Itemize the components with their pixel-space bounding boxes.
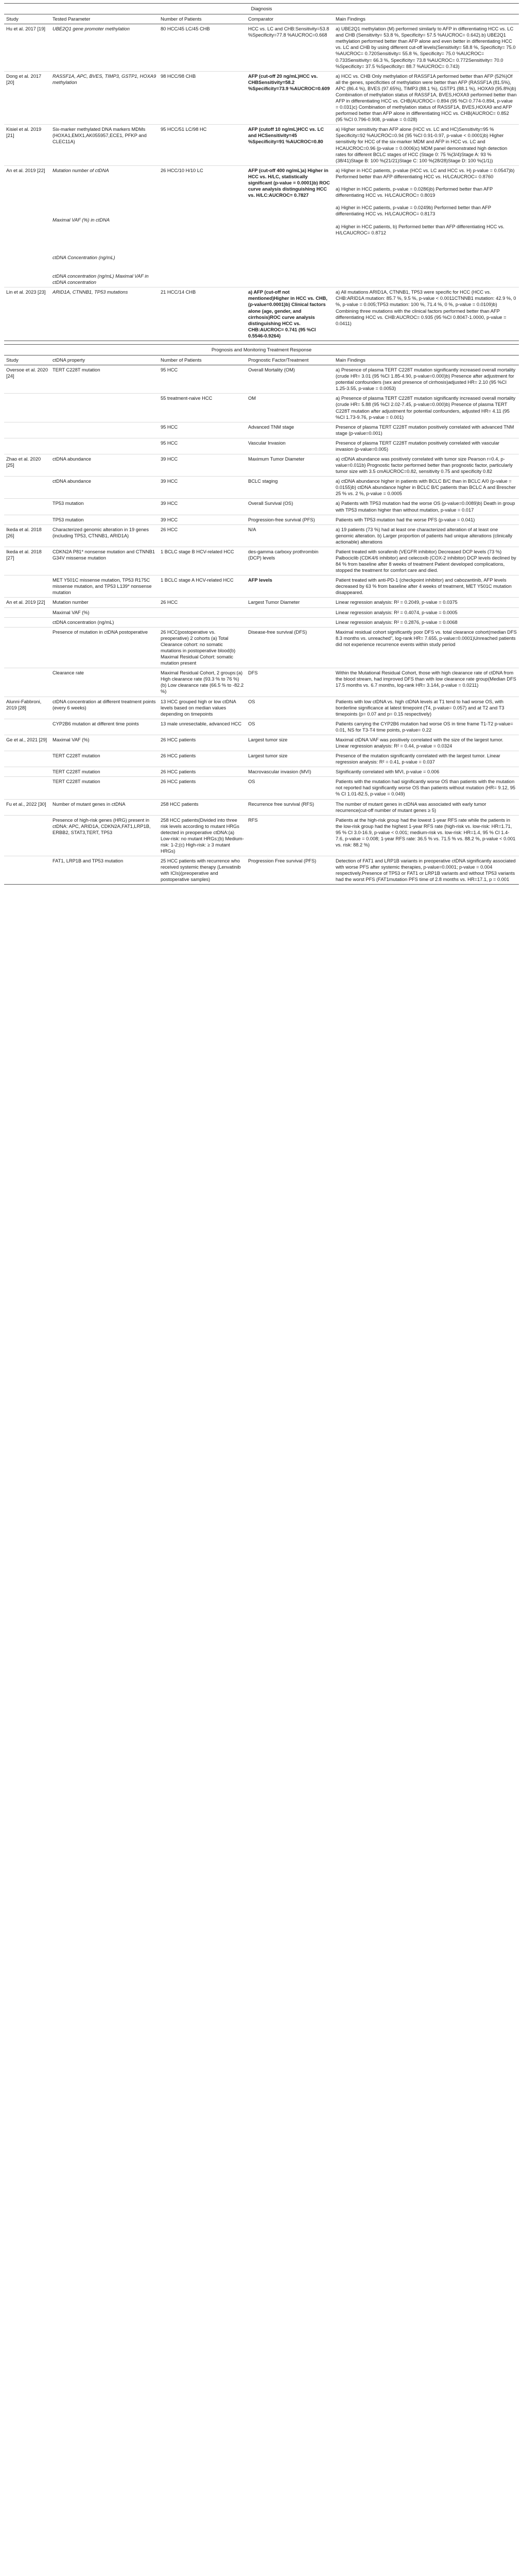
- study-cell: [4, 617, 50, 627]
- patients-cell: 39 HCC: [159, 477, 246, 499]
- comparator-cell: [246, 607, 334, 617]
- comparator-cell: Advanced TNM stage: [246, 422, 334, 438]
- column-header-row: [4, 355, 519, 365]
- findings-cell: Patient treated with anti-PD-1 (checkpoint inhibitor) and cabozantinib, AFP levels decreased by 63 % from baseline after 4 weeks of treatment, MET Y501C mutation disappeared.: [334, 575, 519, 598]
- findings-cell: Patients with TP53 mutation had the worse PFS (p-value = 0.041): [334, 515, 519, 524]
- parameter-cell: UBE2Q1 gene promoter methylation: [50, 24, 159, 72]
- table-row: [4, 477, 519, 499]
- findings-cell: The number of mutant genes in ctDNA was associated with early tumor recurrence(cut-off number of mutant genes ≥ 5): [334, 799, 519, 815]
- study-cell: [4, 394, 50, 422]
- findings-cell: Patients at the high-risk group had the lowest 1-year RFS rate while the patients in the low-risk group had the highest 1-year RFS rate (high-risk vs. low-risk: HR=1.71, 95 % CI 3.0-16.9, p-value < 0.001; medium-risk vs. low-risk: HR=1.4, 95 % CI 1.4-7.6, p-value = 0.008; 1-year RFS rate: 36.5 % vs. 71.5 % vs. 88.2 %, p-value < 0.001 vs. risk: 88.2 %): [334, 815, 519, 856]
- table-row: [4, 617, 519, 627]
- study-cell: Oversoe et al. 2020 [24]: [4, 365, 50, 394]
- table-row: [4, 598, 519, 607]
- study-cell: [4, 575, 50, 598]
- comparator-cell: Largest tumor size: [246, 751, 334, 767]
- table-row: [4, 454, 519, 477]
- study-cell: An et al. 2019 [22]: [4, 598, 50, 607]
- section-title: Prognosis and Monitoring Treatment Response: [4, 344, 519, 355]
- parameter-cell: [50, 422, 159, 438]
- study-cell: [4, 856, 50, 885]
- study-cell: [4, 751, 50, 767]
- col-header-patients: Number of Patients: [159, 14, 246, 24]
- review-table: [4, 3, 519, 885]
- study-cell: [4, 422, 50, 438]
- comparator-cell: Progression-free survival (PFS): [246, 515, 334, 524]
- table-row: [4, 575, 519, 598]
- patients-cell: 95 HCC: [159, 438, 246, 454]
- findings-cell: a) Higher in HCC patients, p-value (HCC vs. LC and HCC vs. H) p-value = 0.0547)b) Performed better than AFP differentiating HCC vs. H/LCAUCROC= 0.8760 a) Higher in HCC patients, p-value = 0.0286)b) Performed better than AFP differentiating HCC vs. H/LCAUCROC= 0.8019 a) Higher in HCC patients, p-value = 0.0249b) Performed better than AFP differentiating HCC vs. H/LCAUCROC= 0.8173 a) Higher in HCC patients, b) Performed better than AFP differentiating HCC vs. H/LCAUCROC= 0.8712: [334, 165, 519, 287]
- table-row: [4, 856, 519, 885]
- parameter-cell: CYP2B6 mutation at different time points: [50, 719, 159, 735]
- table-row: [4, 607, 519, 617]
- findings-cell: a) Presence of plasma TERT C228T mutation significantly increased overall mortality (crude HR= 3.01 (95 %CI 1.85-4.90, p-value=0.000)b) Presence after adjustment for potential confounders (sex and presence of cirrhosis)adjusted HR= 2.10 (95 %CI 1.25-3.55, p-value = 0.0053): [334, 365, 519, 394]
- findings-cell: a) UBE2Q1 methylation (M) performed similarly to AFP in differentiating HCC vs. LC and CHB (Sensitivity= 53.8 %, Specificity= 57.5 %AUCROC= 0.642).b) UBE2Q1 methylation performed better than AFP alone and even better in differentiating HCC vs. LC and CHB by using different cut-off levels(Sensitivity= 58.8 %, Specificity= 75.0 %AUCROC= 0.720Sensitivity= 55.8 %, Specificity= 75.0 %AUCROC= 0.733Sensitivity= 66.3 %, Specificity= 73.8 %AUCROC= 0.772Sensitivity= 70.0 %Specificity= 37.5 %Specificity= 88.7 %AUCROC= 0.743): [334, 24, 519, 72]
- parameter-cell: Mutation number: [50, 598, 159, 607]
- study-cell: Alunni-Fabbroni, 2019 [28]: [4, 697, 50, 719]
- section-header-diagnosis: [4, 4, 519, 14]
- comparator-cell: Overall Mortality (OM): [246, 365, 334, 394]
- section-header-prognosis: [4, 344, 519, 355]
- parameter-cell: RASSF1A, APC, BVES, TIMP3, GSTP1, HOXA9 methylation: [50, 71, 159, 125]
- findings-cell: Linear regression analysis: R² = 0.2876, p-value = 0.0068: [334, 617, 519, 627]
- comparator-cell: AFP (cutoff 10 ng/mL)HCC vs. LC and HCSensitivity=45 %Specificity=91 %AUCROC=0.80: [246, 125, 334, 165]
- study-cell: [4, 438, 50, 454]
- document-page: [0, 0, 523, 895]
- table-row: [4, 751, 519, 767]
- comparator-cell: Largest tumor size: [246, 735, 334, 751]
- parameter-cell: Six-marker methylated DNA markers MDMs (HOXA1,EMX1,AK055957,ECE1, PFKP and CLEC11A): [50, 125, 159, 165]
- patients-cell: 26 HCC: [159, 524, 246, 547]
- table-row: [4, 24, 519, 72]
- study-cell: [4, 477, 50, 499]
- comparator-cell: a) AFP (cut-off not mentioned)Higher in HCC vs. CHB, (p-value=0.0001)b) Clinical factors alone (age, gender, and cirrhosis)ROC curve analysis distinguishing HCC vs. CHB:AUCROC= 0.741 (95 %CI 0.5546-0.9264): [246, 287, 334, 341]
- comparator-cell: OM: [246, 394, 334, 422]
- study-cell: Dong et al. 2017 [20]: [4, 71, 50, 125]
- study-cell: [4, 515, 50, 524]
- table-row: [4, 499, 519, 515]
- findings-cell: Within the Mutational Residual Cohort, those with high clearance rate of ctDNA from the blood stream, had improved DFS than with low clearance rate group(Median DFS 17.5 months vs. 6.7 months, log-rank HR= 3.144, p-value = 0.0211): [334, 668, 519, 697]
- findings-cell: Presence of the mutation significantly correlated with the largest tumor. Linear regression analysis: R² = 0.41, p-value = 0.037: [334, 751, 519, 767]
- patients-cell: 1 BCLC stage A HCV-related HCC: [159, 575, 246, 598]
- study-cell: An et al. 2019 [22]: [4, 165, 50, 287]
- patients-cell: 95 HCC: [159, 365, 246, 394]
- parameter-cell: FAT1, LRP1B and TP53 mutation: [50, 856, 159, 885]
- findings-cell: Patient treated with sorafenib (VEGFR inhibitor) Decreased DCP levels (73 %) Palbociclib (CDK4/6 inhibitor) and celecoxib (COX-2 inhibitor) DCP levels declined by 84 % from baseline after 8 weeks of treatment Patient developed complications, stopped the treatment for comfort care and died.: [334, 547, 519, 575]
- table-row: [4, 438, 519, 454]
- study-cell: [4, 767, 50, 777]
- parameter-cell: ctDNA concentration (ng/mL): [50, 617, 159, 627]
- comparator-cell: Disease-free survival (DFS): [246, 627, 334, 668]
- section-title: Diagnosis: [4, 4, 519, 14]
- findings-cell: a) All mutations ARID1A, CTNNB1, TP53 were specific for HCC (HCC vs. CHB:ARID1A mutation: 85.7 %, 9.5 %, p-value < 0.0011CTNNB1 mutation: 42.9 %, 0 %, p-value = 0.005;TP53 mutation: 100 %, 71.4 %, 0 %, p-value = 0.0109)b) Combining three mutations with the clinical factors performed better than AFP differentiating HCC vs. CHB:AUCROC= 0.935 (95 %CI 0.8047-1.0000, p-value = 0.0411): [334, 287, 519, 341]
- comparator-cell: OS: [246, 777, 334, 799]
- patients-cell: 80 HCC/45 LC/45 CHB: [159, 24, 246, 72]
- col-header-patients: Number of Patients: [159, 355, 246, 365]
- table-row: [4, 777, 519, 799]
- table-row: [4, 515, 519, 524]
- parameter-cell: [50, 438, 159, 454]
- study-cell: Ge et al., 2021 [29]: [4, 735, 50, 751]
- parameter-cell: TP53 mutation: [50, 499, 159, 515]
- findings-cell: a) 19 patients (73 %) had at least one characterized alteration of at least one genomic alteration. b) Larger proportion of patients had unique alterations (clinically actionable) alterations: [334, 524, 519, 547]
- study-cell: [4, 777, 50, 799]
- patients-cell: 258 HCC patients(Divided into three risk levels according to mutant HRGs detected in preoperative ctDNA:(a) Low-risk: no mutant HRGs;(b) Medium-risk: 1-2;(c) High-risk: ≥ 3 mutant HRGs): [159, 815, 246, 856]
- patients-cell: 13 male unresectable, advanced HCC: [159, 719, 246, 735]
- patients-cell: 26 HCC patients: [159, 777, 246, 799]
- patients-cell: 39 HCC: [159, 499, 246, 515]
- findings-cell: Maximal residual cohort significantly poor DFS vs. total clearance cohort(median DFS 8.3 months vs. unreached", log-rank HR= 7.655, p-value=0.0001)Unreached patients did not experience recurrence events within study period: [334, 627, 519, 668]
- table-row: [4, 697, 519, 719]
- parameter-cell: ctDNA abundance: [50, 454, 159, 477]
- parameter-cell: MET Y501C missense mutation, TP53 R175C missense mutation, and TP53 L139* nonsense mutation: [50, 575, 159, 598]
- col-header-ctdna-property: ctDNA property: [50, 355, 159, 365]
- prognosis-section: [4, 344, 519, 885]
- patients-cell: 39 HCC: [159, 515, 246, 524]
- comparator-cell: AFP levels: [246, 575, 334, 598]
- findings-cell: Detection of FAT1 and LRP1B variants in preoperative ctDNA significantly associated with worse PFS after systemic therapies, p-value=0.0001; p-value = 0.004 respectively.Presence of TP53 or FAT1 or LRP1B variants and without TP53 variants had the worst PFS (FAT1mutation PFS time of 2.8 months vs. HR=17.1, p = 0.001: [334, 856, 519, 885]
- table-row: [4, 125, 519, 165]
- comparator-cell: Progression Free survival (PFS): [246, 856, 334, 885]
- parameter-cell: Presence of mutation in ctDNA postoperative: [50, 627, 159, 668]
- patients-cell: 95 HCC/51 LC/98 HC: [159, 125, 246, 165]
- parameter-cell: CDKN2A P81* nonsense mutation and CTNNB1 G34V missense mutation: [50, 547, 159, 575]
- table-row: [4, 815, 519, 856]
- parameter-cell: Characterized genomic alteration in 19 genes (including TP53, CTNNB1, ARID1A): [50, 524, 159, 547]
- comparator-cell: OS: [246, 697, 334, 719]
- col-header-findings: Main Findings: [334, 14, 519, 24]
- patients-cell: [159, 617, 246, 627]
- comparator-cell: Overall Survival (OS): [246, 499, 334, 515]
- comparator-cell: des-gamma carboxy prothrombin (DCP) levels: [246, 547, 334, 575]
- patients-cell: 1 BCLC stage B HCV-related HCC: [159, 547, 246, 575]
- patients-cell: 55 treatment-naive HCC: [159, 394, 246, 422]
- findings-cell: Presence of plasma TERT C228T mutation positively correlated with vascular invasion (p-value=0.005): [334, 438, 519, 454]
- comparator-cell: DFS: [246, 668, 334, 697]
- parameter-cell: [50, 394, 159, 422]
- col-header-study: Study: [4, 14, 50, 24]
- parameter-cell: TERT C228T mutation: [50, 777, 159, 799]
- comparator-cell: BCLC staging: [246, 477, 334, 499]
- study-cell: [4, 815, 50, 856]
- study-cell: Lin et al. 2023 [23]: [4, 287, 50, 341]
- parameter-cell: TERT C228T mutation: [50, 767, 159, 777]
- parameter-cell: Clearance rate: [50, 668, 159, 697]
- comparator-cell: Recurrence free survival (RFS): [246, 799, 334, 815]
- study-cell: [4, 668, 50, 697]
- study-cell: Ikeda et al. 2018 [26]: [4, 524, 50, 547]
- parameter-cell: Presence of high-risk genes (HRG) present in ctDNA: APC, ARID1A, CDKN2A,FAT1,LRP1B, ERBB2, STAT3,TERT, TP53: [50, 815, 159, 856]
- comparator-cell: Vascular Invasion: [246, 438, 334, 454]
- study-cell: [4, 627, 50, 668]
- table-row: [4, 547, 519, 575]
- parameter-cell: TERT C228T mutation: [50, 751, 159, 767]
- patients-cell: 21 HCC/14 CHB: [159, 287, 246, 341]
- comparator-cell: Maximum Tumor Diameter: [246, 454, 334, 477]
- comparator-cell: AFP (cut-off 400 ng/mL)a) Higher in HCC vs. H/LC, statistically significant (p-value = 0.0001)b) ROC curve analysis distinguishing HCC vs. H/LC:AUCROC= 0.7827: [246, 165, 334, 287]
- patients-cell: Maximal Residual Cohort, 2 groups:(a) High clearance rate (93.3 % to 76 %)(b) Low clearance rate (66.5 % to -82.2 %): [159, 668, 246, 697]
- findings-cell: Patients carrying the CYP2B6 mutation had worse OS in time frame T1-T2 p-value= 0.01, NS for T3-T4 time points, p-value= 0.22: [334, 719, 519, 735]
- findings-cell: a) Presence of plasma TERT C228T mutation significantly increased overall mortality (crude HR= 5.88 (95 %CI 2.02-7.45, p-value=0.000)b) Presence of plasma TERT C228T mutation after adjustment for potential confounders, adjusted HR= 4.11 (95 %CI 1.73-9.76, p-value = 0.001): [334, 394, 519, 422]
- findings-cell: a) Patients with TP53 mutation had the worse OS (p-value=0.0089)b) Death in group with TP53 mutation higher than without mutation, p-value = 0.017: [334, 499, 519, 515]
- comparator-cell: Largest Tumor Diameter: [246, 598, 334, 607]
- parameter-cell: ctDNA concentration at different treatment points (every 6 weeks): [50, 697, 159, 719]
- comparator-cell: RFS: [246, 815, 334, 856]
- table-row: [4, 394, 519, 422]
- findings-cell: Presence of plasma TERT C228T mutation positively correlated with advanced TNM stage (p-value=0.001): [334, 422, 519, 438]
- table-row: [4, 668, 519, 697]
- findings-cell: Linear regression analysis: R² = 0.2049, p-value = 0.0375: [334, 598, 519, 607]
- study-cell: [4, 719, 50, 735]
- study-cell: [4, 607, 50, 617]
- findings-cell: a) HCC vs. CHB Only methylation of RASSF1A performed better than AFP (52%)Of all the genes, specificities of methylation were better than AFP (RASSF1A (81.5%), APC (86.4 %), BVES (97.65%), TIMP3 (88.1 %), GSTP1 (88.1 %), HOXA9 (95.8%)b) Combination of methylation status of RASSF1A, BVES,HOXA9 performed better than AFP in differentiating HCC vs. CHB(AUCROC= 0.894 (95 %CI 0.774-0.894, p-value = 0.031)c) Combination of methylation status of RASSF1A, BVES,HOXA9 and AFP performed better than AFP alone in differentiating HCC vs. CHB(AUCROC= 0.852 (95 %CI 0.796-0.908, p-value = 0.028): [334, 71, 519, 125]
- patients-cell: [159, 607, 246, 617]
- diagnosis-section: [4, 4, 519, 341]
- findings-cell: Patients with low ctDNA vs. high ctDNA levels at T1 tend to had worse OS, with borderline significance at latest timepoint (T4, p-value= 0.057) and at T2 and T3 timepoints (p= 0.07 and p= 0.15 respectively): [334, 697, 519, 719]
- parameter-cell: TERT C228T mutation: [50, 365, 159, 394]
- table-row: [4, 165, 519, 287]
- table-row: [4, 735, 519, 751]
- col-header-findings: Main Findings: [334, 355, 519, 365]
- parameter-cell: Maximal VAF (%): [50, 735, 159, 751]
- table-row: [4, 287, 519, 341]
- parameter-cell: ARID1A, CTNNB1, TP53 mutations: [50, 287, 159, 341]
- parameter-cell: TP53 mutation: [50, 515, 159, 524]
- study-cell: Kisiel et al. 2019 [21]: [4, 125, 50, 165]
- col-header-prognostic-factor: Prognostic Factor/Treatment: [246, 355, 334, 365]
- patients-cell: 95 HCC: [159, 422, 246, 438]
- table-row: [4, 627, 519, 668]
- column-header-row: [4, 14, 519, 24]
- col-header-study: Study: [4, 355, 50, 365]
- findings-cell: Linear regression analysis: R² = 0.4074, p-value = 0.0005: [334, 607, 519, 617]
- comparator-cell: Macrovascular invasion (MVI): [246, 767, 334, 777]
- table-row: [4, 422, 519, 438]
- findings-cell: Maximal ctDNA VAF was positively correlated with the size of the largest tumor. Linear regression analysis: R² = 0.44, p-value = 0.0324: [334, 735, 519, 751]
- parameter-cell: Mutation number of ctDNA Maximal VAF (%) in ctDNA ctDNA Concentration (ng/mL) ctDNA concentration (ng/mL) Maximal VAF in ctDNA concentration: [50, 165, 159, 287]
- patients-cell: 25 HCC patients with recurrence who received systemic therapy (Lenvatinib with ICIs)(preoperative and postoperative samples): [159, 856, 246, 885]
- table-row: [4, 799, 519, 815]
- findings-cell: Significantly correlated with MVI, p-value = 0.006: [334, 767, 519, 777]
- findings-cell: a) Higher sensitivity than AFP alone (HCC vs. LC and HC)Sensitivity=95 % Specificity=92 %AUCROC=0.94 (95 %CI 0.91-0.97, p-value < 0.0001)b) Higher sensitivity for HCC of the six-marker MDM and AFP in HCC vs. LC and HCAUCROC=0.96 (p-value = 0.0006)c) MDM panel demonstrated high detection rates for different BCLC stages of HCC (Stage 0: 75 %(3/4)Stage A: 93 %(38/41)Stage B: 100 %(21/21)Stage C: 100 %(28/28)Stage D: 100 %(1/1)): [334, 125, 519, 165]
- patients-cell: 26 HCC: [159, 598, 246, 607]
- table-row: [4, 719, 519, 735]
- patients-cell: 26 HCC/10 H/10 LC: [159, 165, 246, 287]
- comparator-cell: N/A: [246, 524, 334, 547]
- table-row: [4, 71, 519, 125]
- patients-cell: 98 HCC/98 CHB: [159, 71, 246, 125]
- parameter-cell: Maximal VAF (%): [50, 607, 159, 617]
- study-cell: Fu et al., 2022 [30]: [4, 799, 50, 815]
- patients-cell: 258 HCC patients: [159, 799, 246, 815]
- comparator-cell: HCC vs. LC and CHB:Sensitivity=53.8 %Specificity=77.8 %AUCROC=0.668: [246, 24, 334, 72]
- patients-cell: 39 HCC: [159, 454, 246, 477]
- patients-cell: 26 HCC patients: [159, 735, 246, 751]
- table-row: [4, 365, 519, 394]
- table-row: [4, 767, 519, 777]
- comparator-cell: AFP (cut-off 20 ng/mL)HCC vs. CHBSensitivity=58.2 %Specificity=73.9 %AUCROC=0.609: [246, 71, 334, 125]
- findings-cell: Patients with the mutation had significantly worse OS than patients with the mutation not reported had significantly worse OS than patients without mutation (HR= 9.12, 95 % CI 1.01-82.5, p-value = 0.049): [334, 777, 519, 799]
- study-cell: Zhao et al. 2020 [25]: [4, 454, 50, 477]
- col-header-parameter: Tested Parameter: [50, 14, 159, 24]
- findings-cell: a) ctDNA abundance was positively correlated with tumor size Pearson r=0.4, p-value=0.011b) Prognostic factor performed better than prognostic factor, particularly tumor size with 3.5 cmAUCROC=0.82, sensitivity 0.75 and specificity 0.82: [334, 454, 519, 477]
- findings-cell: a) ctDNA abundance higher in patients with BCLC B/C than in BCLC A/0 (p-value = 0.0155)b) ctDNA abundance higher in BCLC B/C patients than BCLC A and Brescher 25 % vs. 2 %, p-value = 0.0005: [334, 477, 519, 499]
- parameter-cell: Number of mutant genes in ctDNA: [50, 799, 159, 815]
- study-cell: [4, 499, 50, 515]
- patients-cell: 26 HCC(postoperative vs. preoperative) 2 cohorts (a) Total Clearance cohort: no somatic mutations in postoperative blood(b) Maximal Residual Cohort: somatic mutation present: [159, 627, 246, 668]
- patients-cell: 13 HCC grouped high or low ctDNA levels based on median values depending on timepoints: [159, 697, 246, 719]
- comparator-cell: [246, 617, 334, 627]
- patients-cell: 26 HCC patients: [159, 751, 246, 767]
- parameter-cell: ctDNA abundance: [50, 477, 159, 499]
- table-row: [4, 524, 519, 547]
- study-cell: Ikeda et al. 2018 [27]: [4, 547, 50, 575]
- patients-cell: 26 HCC patients: [159, 767, 246, 777]
- col-header-comparator: Comparator: [246, 14, 334, 24]
- study-cell: Hu et al. 2017 [19]: [4, 24, 50, 72]
- comparator-cell: OS: [246, 719, 334, 735]
